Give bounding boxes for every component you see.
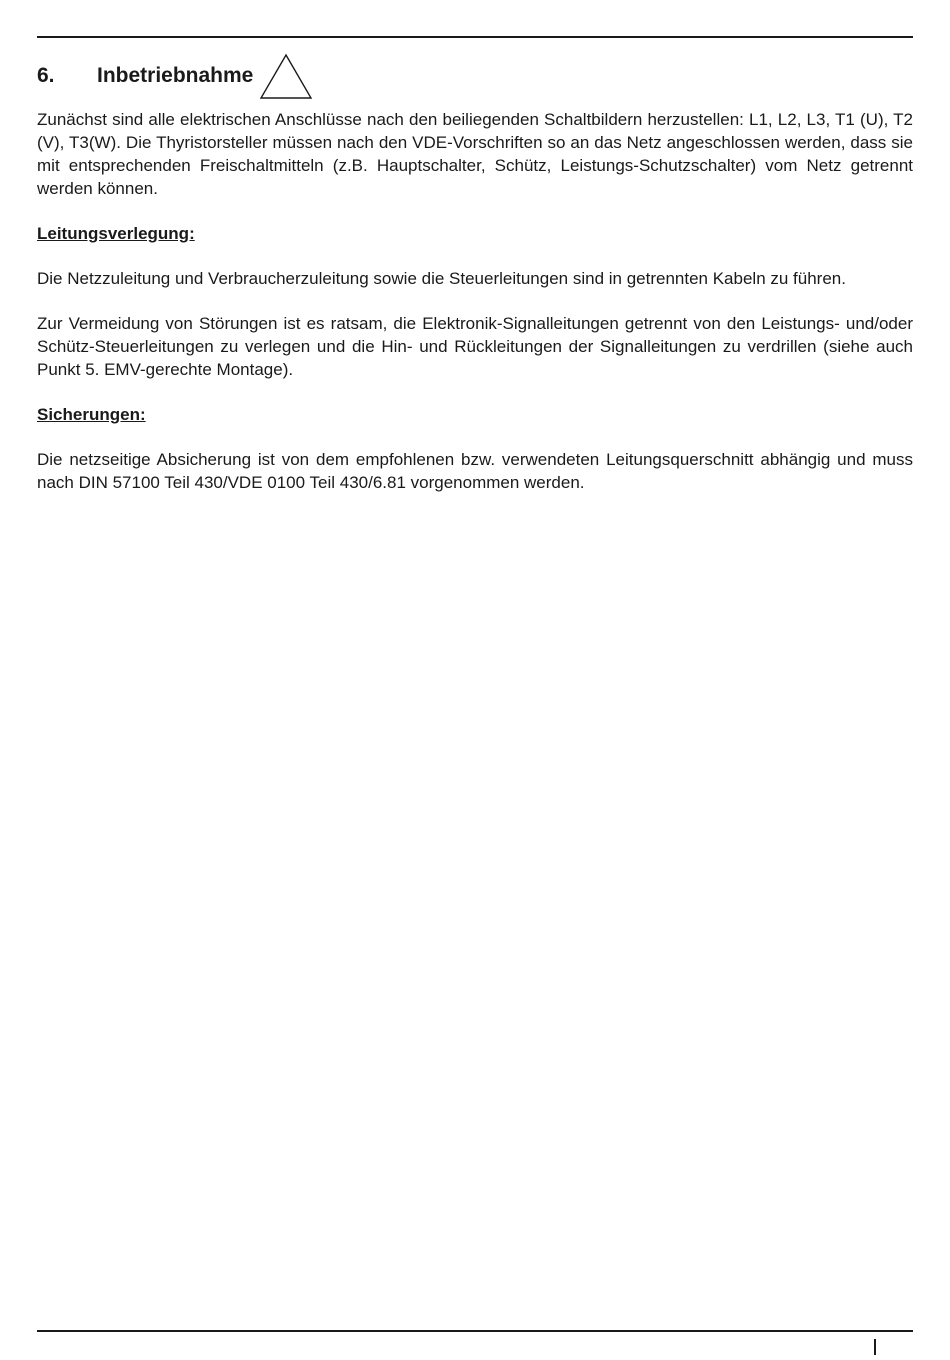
page-content [37, 108, 913, 494]
footer-rule [37, 1330, 913, 1332]
leitungsverlegung-paragraph-2: Zur Vermeidung von Störungen ist es ratsam, die Elektronik-Signalleitungen getrennt von den Leistungs- und/oder Schütz-Steuerleitungen zu verlegen und die Hin- und Rückleitungen der Signalleitungen zu verdrillen (siehe auch Punkt 5. EMV-gerechte Montage). [37, 314, 913, 379]
sicherungen-paragraph: Die netzseitige Absicherung ist von dem empfohlenen bzw. verwendeten Leitungsquerschnitt abhängig und muss nach DIN 57100 Teil 430/VDE 0100 Teil 430/6.81 vorgenommen werden. [37, 450, 913, 492]
warning-triangle-icon [259, 52, 313, 100]
page-marker [874, 1339, 876, 1355]
sicherungen-heading: Sicherungen: [37, 405, 146, 424]
intro-paragraph: Zunächst sind alle elektrischen Anschlüsse nach den beiliegenden Schaltbildern herzustellen: L1, L2, L3, T1 (U), T2 (V), T3(W). Die Thyristorsteller müssen nach den VDE-Vorschriften so an das Netz angeschlossen werden, dass sie mit entsprechenden Freischaltmitteln (z.B. Hauptschalter, Schütz, Leistungs-Schutzschalter) vom Netz getrennt werden können. [37, 110, 913, 198]
section-heading [37, 52, 313, 100]
section-number: 6. [37, 64, 55, 87]
leitungsverlegung-heading: Leitungsverlegung: [37, 224, 195, 243]
leitungsverlegung-paragraph-1: Die Netzzuleitung und Verbraucherzuleitung sowie die Steuerleitungen sind in getrennten Kabeln zu führen. [37, 269, 846, 288]
header-rule [37, 36, 913, 38]
section-title: Inbetriebnahme [97, 64, 254, 87]
